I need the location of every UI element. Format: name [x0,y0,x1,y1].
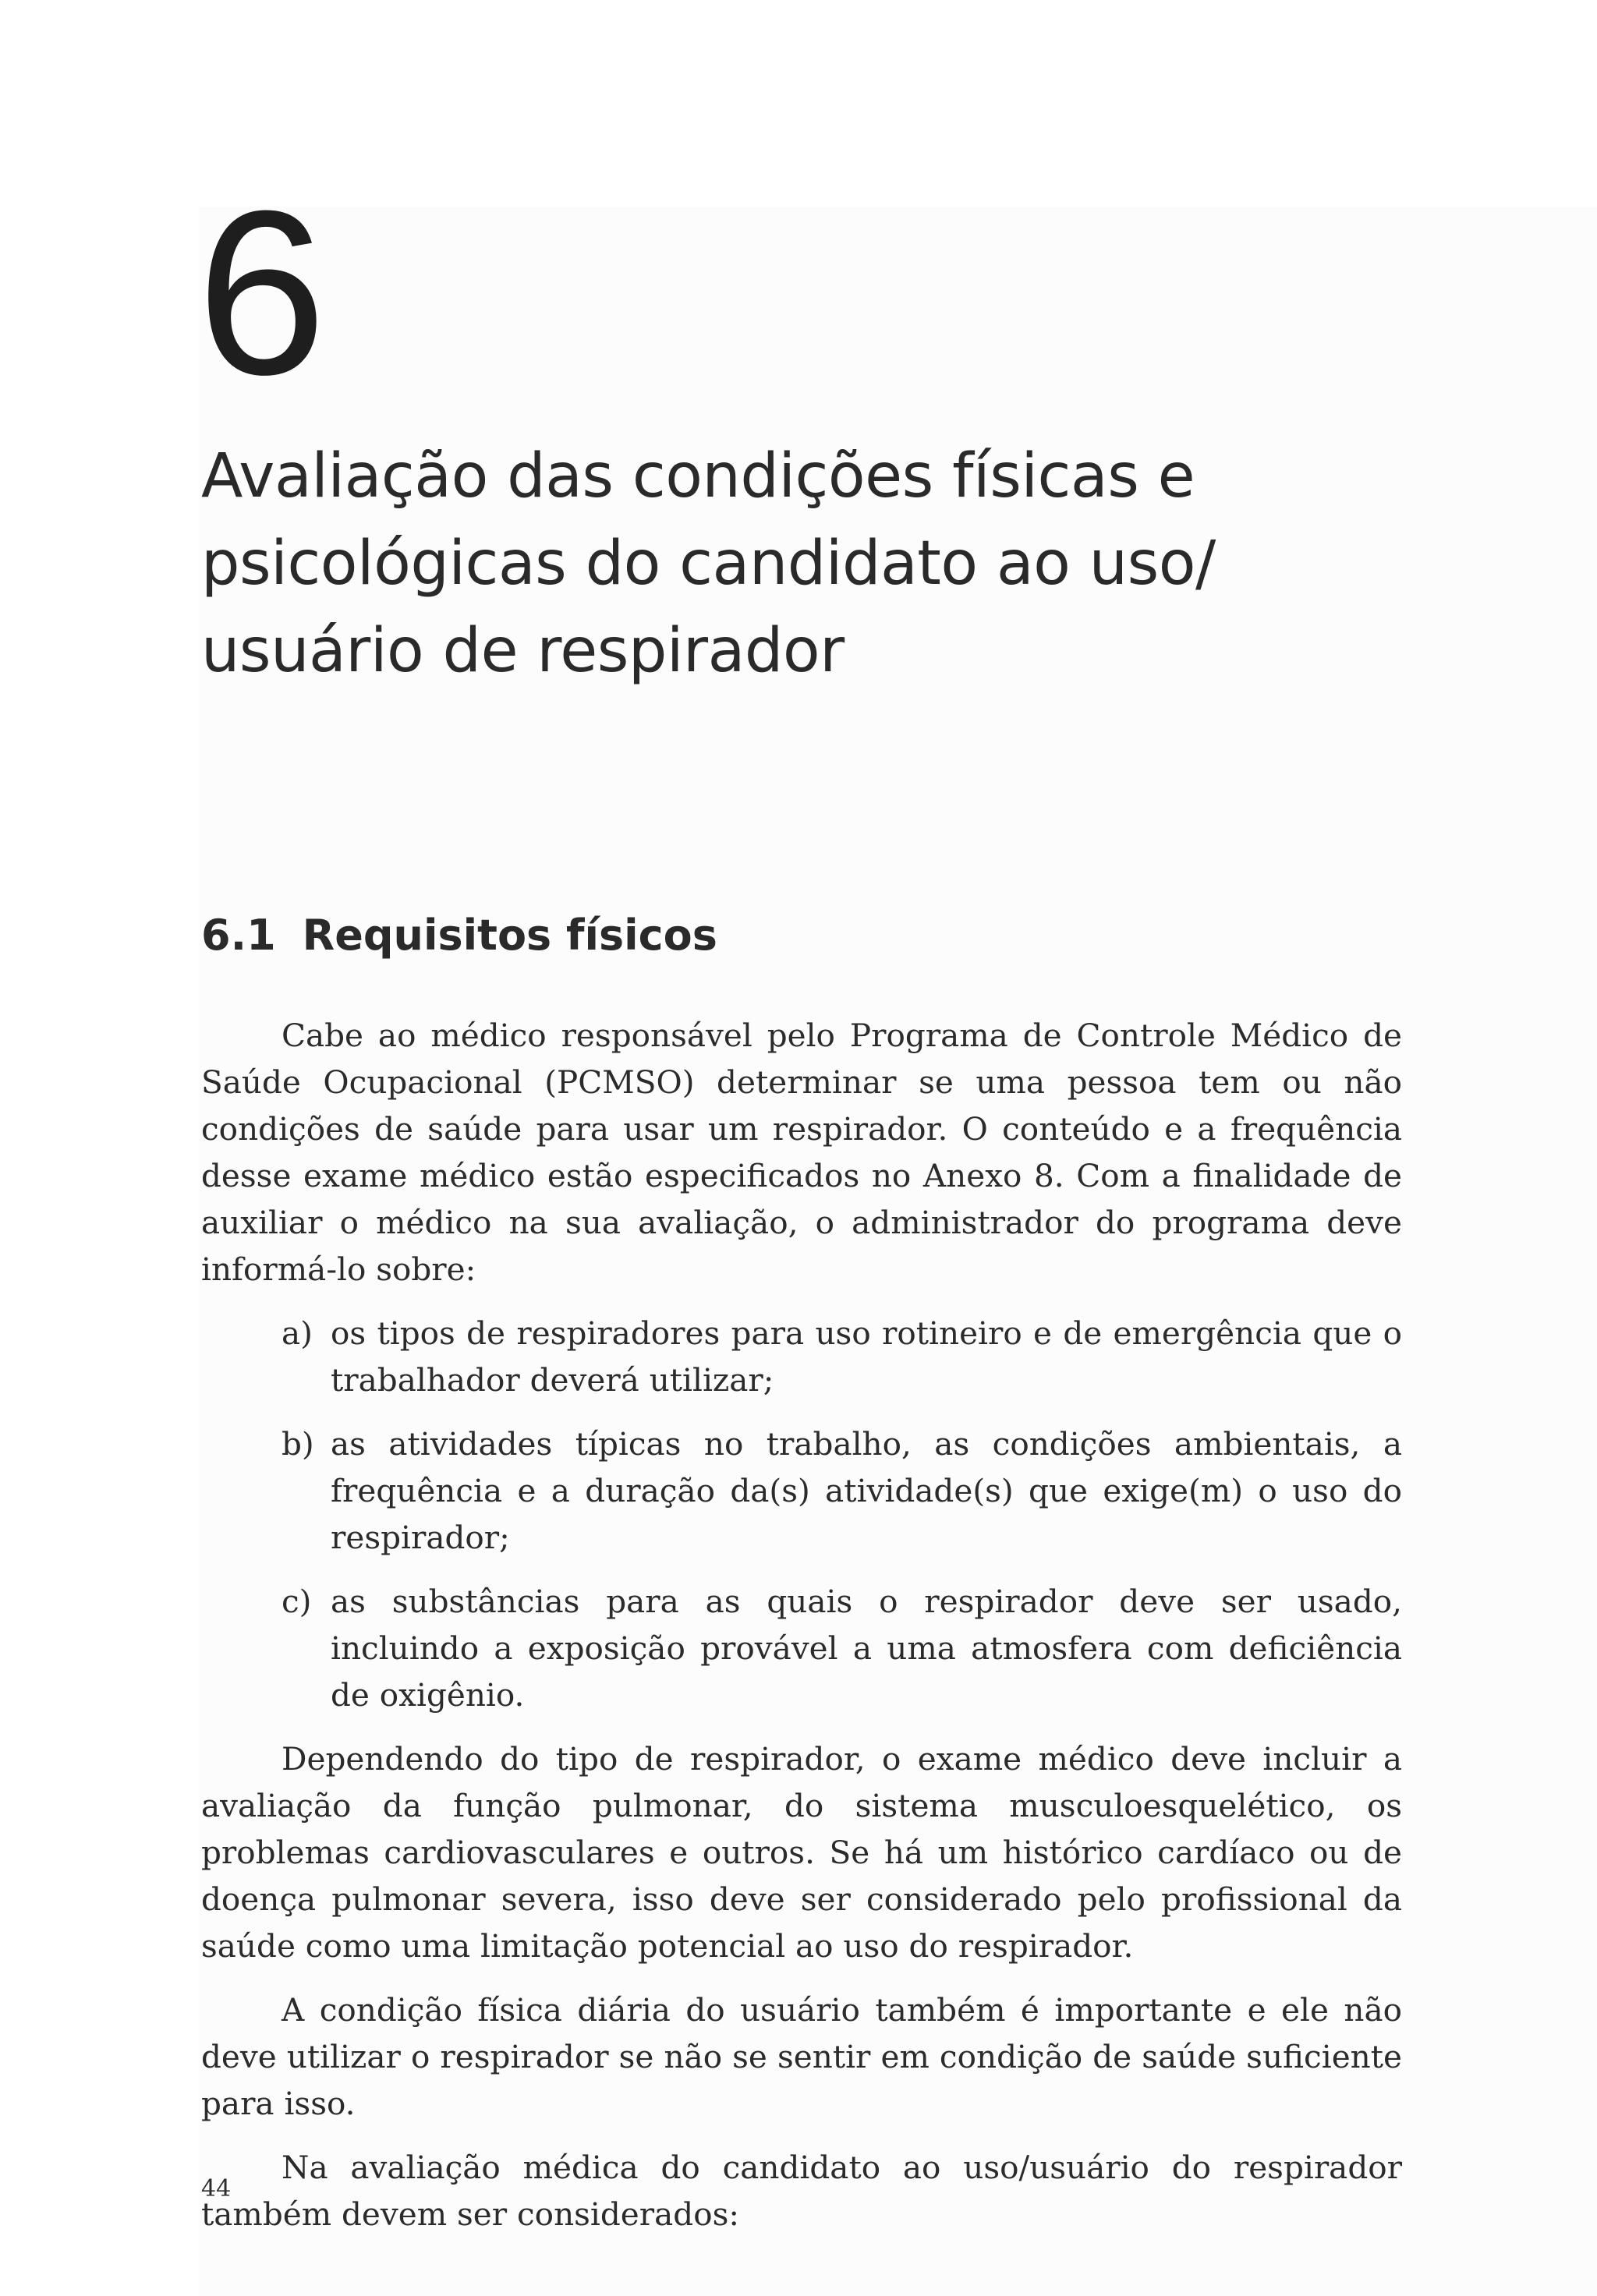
list-item-text: os tipos de respiradores para uso rotineiro e de emergência que o trabalhador deverá utilizar; [331,1314,1402,1399]
list-item [201,1310,1402,1403]
paragraph: Cabe ao médico responsável pelo Programa de Controle Médico de Saúde Ocupacional (PCMSO) determinar se uma pessoa tem ou não condições de saúde para usar um respirador. O conteúdo e a frequência desse exame médico estão especificados no Anexo 8. Com a finalidade de auxiliar o médico na sua avaliação, o administrador do programa deve informá-lo sobre: [201,1017,1402,1288]
chapter-title-line: psicológicas do candidato ao uso/ [201,529,1216,599]
page-number: 44 [201,2175,232,2202]
list-marker: b) [282,1425,314,1463]
list-item-text: as atividades típicas no trabalho, as condições ambientais, a frequência e a duração da(s) atividade(s) que exige(m) o uso do respirador; [331,1425,1402,1556]
chapter-title [201,433,1449,695]
paragraph: A condição física diária do usuário também é importante e ele não deve utilizar o respirador se não se sentir em condição de saúde suficiente para isso. [201,1991,1402,2122]
list-marker: c) [282,1583,312,1620]
paragraph: Dependendo do tipo de respirador, o exame médico deve incluir a avaliação da função pulmonar, do sistema musculoesquelético, os problemas cardiovasculares e outros. Se há um histórico cardíaco ou de doença pulmonar severa, isso deve ser considerado pelo profissional da saúde como uma limitação potencial ao uso do respirador. [201,1740,1402,1965]
list-item-text: as substâncias para as quais o respirador deve ser usado, incluindo a exposição provável a uma atmosfera com deficiência de oxigênio. [331,1583,1402,1714]
section-title: Requisitos físicos [302,911,717,960]
section-number: 6.1 [201,911,276,960]
body-text [201,1012,1402,2255]
paragraph: Na avaliação médica do candidato ao uso/usuário do respirador também devem ser considerados: [201,2149,1402,2233]
requirements-list [201,1310,1402,1718]
chapter-title-line: Avaliação das condições físicas e [201,441,1195,511]
list-item [201,1420,1402,1561]
list-item [201,1578,1402,1718]
list-marker: a) [282,1314,313,1352]
chapter-number: 6 [197,161,327,423]
section-heading [201,904,717,967]
chapter-title-line: usuário de respirador [201,616,845,686]
